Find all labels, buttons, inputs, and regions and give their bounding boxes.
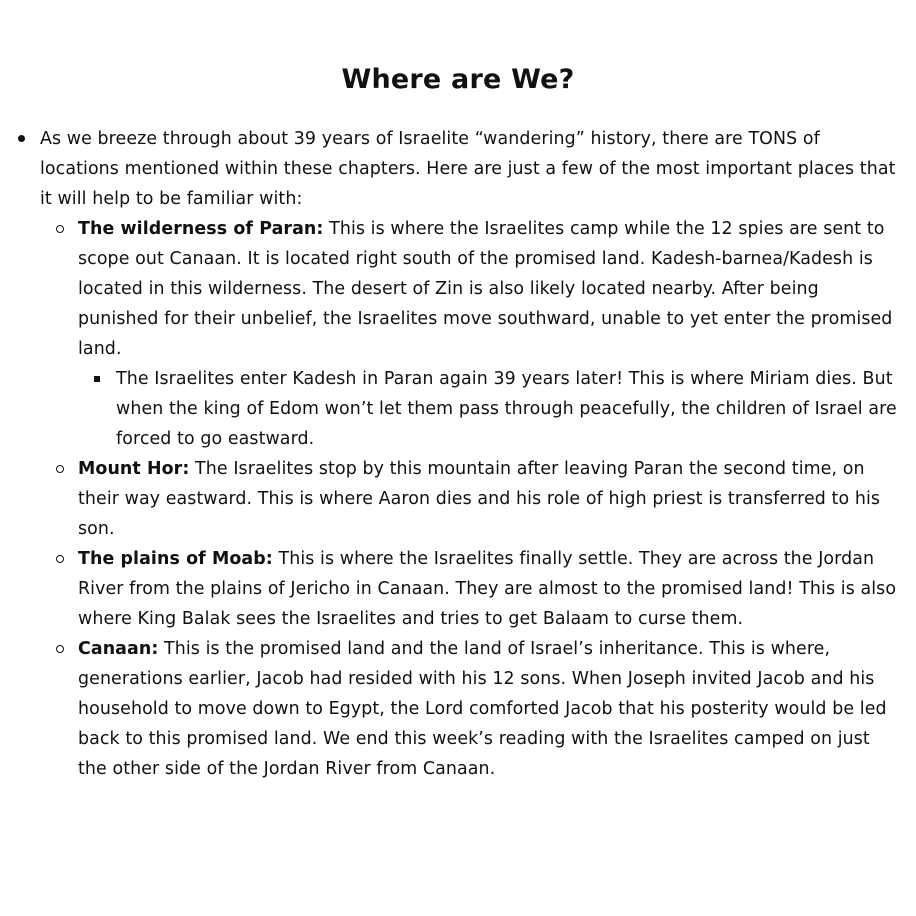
- location-item-paran: [56, 214, 898, 454]
- location-item-moab: [56, 544, 898, 634]
- intro-list-item: [18, 124, 898, 784]
- location-term: The wilderness of Paran:: [78, 219, 324, 239]
- circle-bullet-icon: [56, 555, 64, 563]
- intro-text: As we breeze through about 39 years of Israelite “wandering” history, there are TONS of locations mentioned within these chapters. Here are just a few of the most important places that it will help to be familiar with:: [40, 129, 896, 209]
- location-term: Mount Hor:: [78, 459, 190, 479]
- disc-bullet-icon: [18, 135, 25, 142]
- document-body: [18, 124, 898, 784]
- paran-subnote-text: The Israelites enter Kadesh in Paran again 39 years later! This is where Miriam dies. But when the king of Edom won’t let them pass through peacefully, the children of Israel are forced to go eastward.: [116, 369, 897, 449]
- location-description: This is where the Israelites finally settle. They are across the Jordan River from the plains of Jericho in Canaan. They are almost to the promised land! This is also where King Balak sees the Israelites and tries to get Balaam to curse them.: [78, 549, 897, 629]
- main-bullet-list: [18, 124, 898, 784]
- square-bullet-icon: [94, 376, 100, 382]
- circle-bullet-icon: [56, 465, 64, 473]
- location-term: The plains of Moab:: [78, 549, 273, 569]
- paran-subnote-item: [94, 364, 898, 454]
- circle-bullet-icon: [56, 645, 64, 653]
- paran-subnote-list: [94, 364, 898, 454]
- location-description: This is the promised land and the land of Israel’s inheritance. This is where, generations earlier, Jacob had resided with his 12 sons. When Joseph invited Jacob and his household to move down to Egypt, the Lord comforted Jacob that his posterity would be led back to this promised land. We end this week’s reading with the Israelites camped on just the other side of the Jordan River from Canaan.: [78, 639, 887, 779]
- location-item-canaan: [56, 634, 898, 784]
- circle-bullet-icon: [56, 225, 64, 233]
- location-description: The Israelites stop by this mountain after leaving Paran the second time, on their way eastward. This is where Aaron dies and his role of high priest is transferred to his son.: [78, 459, 881, 539]
- location-item-mount-hor: [56, 454, 898, 544]
- page-title: Where are We?: [341, 64, 575, 95]
- locations-list: [56, 214, 898, 784]
- location-term: Canaan:: [78, 639, 159, 659]
- location-description: This is where the Israelites camp while the 12 spies are sent to scope out Canaan. It is located right south of the promised land. Kadesh-barnea/Kadesh is located in this wilderness. The desert of Zin is also likely located nearby. After being punished for their unbelief, the Israelites move southward, unable to yet enter the promised land.: [78, 219, 893, 359]
